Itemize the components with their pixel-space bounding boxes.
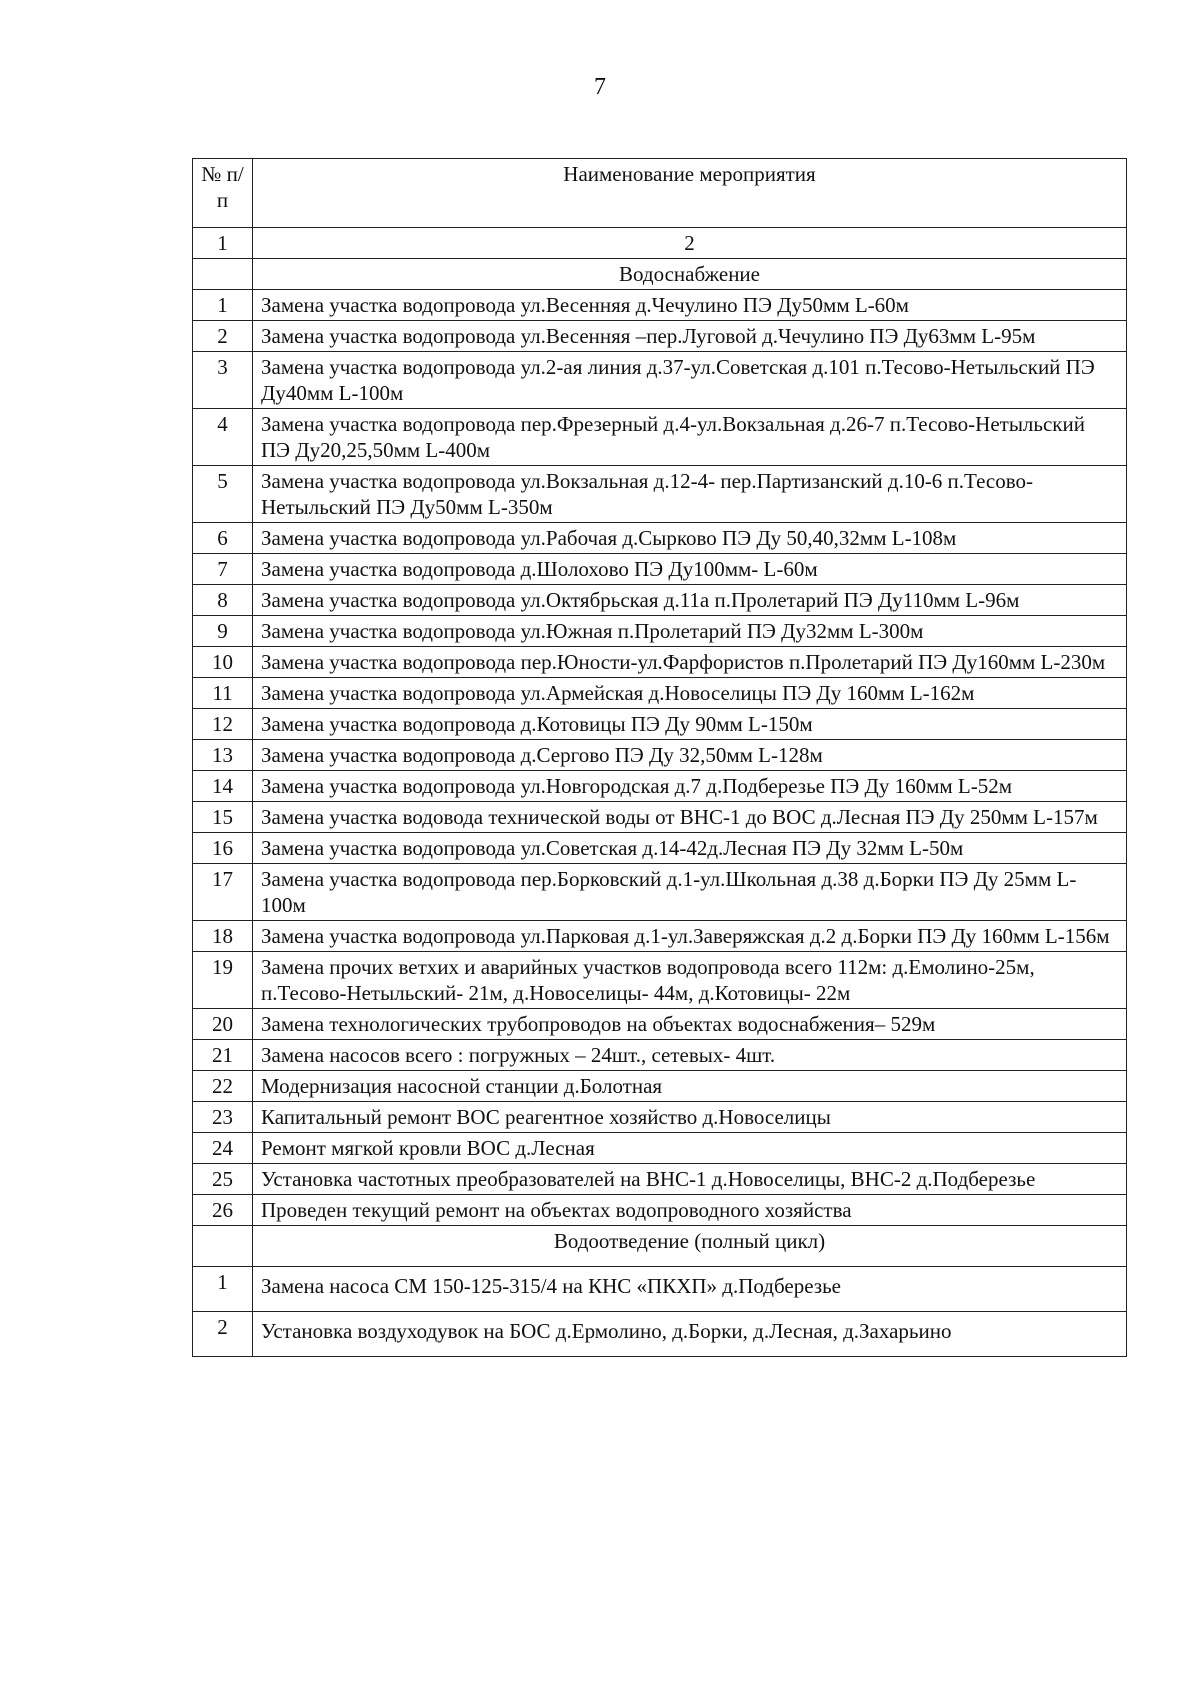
row-number: 24: [193, 1133, 253, 1164]
row-number: 5: [193, 466, 253, 523]
row-text: Замена участка водопровода ул.Армейская д.Новоселицы ПЭ Ду 160мм L-162м: [253, 678, 1127, 709]
row-text: Замена технологических трубопроводов на объектах водоснабжения– 529м: [253, 1009, 1127, 1040]
row-text: Замена участка водопровода ул.Новгородская д.7 д.Подберезье ПЭ Ду 160мм L-52м: [253, 771, 1127, 802]
page-number: 7: [594, 74, 606, 100]
table-row: [193, 1164, 1127, 1195]
table-row: [193, 1071, 1127, 1102]
row-text: Установка воздуходувок на БОС д.Ермолино, д.Борки, д.Лесная, д.Захарьино: [253, 1312, 1127, 1357]
measures-table-body: [193, 159, 1127, 1357]
table-row: [193, 616, 1127, 647]
row-text: Замена насосов всего : погружных – 24шт., сетевых- 4шт.: [253, 1040, 1127, 1071]
row-number: 12: [193, 709, 253, 740]
row-number: 20: [193, 1009, 253, 1040]
table-row: [193, 740, 1127, 771]
row-text: Замена участка водопровода ул.Советская д.14-42д.Лесная ПЭ Ду 32мм L-50м: [253, 833, 1127, 864]
row-number: 23: [193, 1102, 253, 1133]
row-number: 26: [193, 1195, 253, 1226]
index-num: 1: [193, 228, 253, 259]
row-number: 18: [193, 921, 253, 952]
table-row: [193, 1133, 1127, 1164]
table-row: [193, 585, 1127, 616]
row-number: 19: [193, 952, 253, 1009]
table-row: [193, 952, 1127, 1009]
row-text: Замена прочих ветхих и аварийных участков водопровода всего 112м: д.Емолино-25м, п.Тесово-Нетыльский- 21м, д.Новоселицы- 44м, д.Котовицы- 22м: [253, 952, 1127, 1009]
row-number: 9: [193, 616, 253, 647]
row-text: Замена участка водопровода ул.Весенняя –пер.Луговой д.Чечулино ПЭ Ду63мм L-95м: [253, 321, 1127, 352]
header-num: № п/п: [193, 159, 253, 228]
row-number: 1: [193, 290, 253, 321]
table-row: [193, 1102, 1127, 1133]
row-text: Замена участка водопровода ул.Весенняя д.Чечулино ПЭ Ду50мм L-60м: [253, 290, 1127, 321]
row-text: Замена участка водопровода ул.Парковая д.1-ул.Заверяжская д.2 д.Борки ПЭ Ду 160мм L-156м: [253, 921, 1127, 952]
section-num-cell: [193, 259, 253, 290]
row-text: Замена участка водопровода ул.Октябрьская д.11а п.Пролетарий ПЭ Ду110мм L-96м: [253, 585, 1127, 616]
header-name: Наименование мероприятия: [253, 159, 1127, 228]
table-row: [193, 678, 1127, 709]
section-row: [193, 259, 1127, 290]
table-row: [193, 921, 1127, 952]
table-row: [193, 833, 1127, 864]
row-number: 4: [193, 409, 253, 466]
table-row: [193, 554, 1127, 585]
section-title: Водоотведение (полный цикл): [253, 1226, 1127, 1267]
row-text: Капитальный ремонт ВОС реагентное хозяйство д.Новоселицы: [253, 1102, 1127, 1133]
row-text: Замена участка водопровода ул.Рабочая д.Сырково ПЭ Ду 50,40,32мм L-108м: [253, 523, 1127, 554]
table-row: [193, 802, 1127, 833]
table-row: [193, 647, 1127, 678]
row-text: Замена участка водопровода ул.2-ая линия д.37-ул.Советская д.101 п.Тесово-Нетыльский ПЭ Ду40мм L-100м: [253, 352, 1127, 409]
table-row: [193, 321, 1127, 352]
row-text: Замена участка водопровода д.Шолохово ПЭ Ду100мм- L-60м: [253, 554, 1127, 585]
row-number: 16: [193, 833, 253, 864]
row-number: 17: [193, 864, 253, 921]
row-number: 7: [193, 554, 253, 585]
row-number: 8: [193, 585, 253, 616]
row-text: Модернизация насосной станции д.Болотная: [253, 1071, 1127, 1102]
row-number: 13: [193, 740, 253, 771]
row-number: 10: [193, 647, 253, 678]
row-number: 11: [193, 678, 253, 709]
row-number: 22: [193, 1071, 253, 1102]
table-row: [193, 523, 1127, 554]
section-row: [193, 1226, 1127, 1267]
table-row: [193, 1009, 1127, 1040]
row-text: Замена участка водопровода пер.Юности-ул.Фарфористов п.Пролетарий ПЭ Ду160мм L-230м: [253, 647, 1127, 678]
table-row: [193, 709, 1127, 740]
row-text: Проведен текущий ремонт на объектах водопроводного хозяйства: [253, 1195, 1127, 1226]
table-row: [193, 1195, 1127, 1226]
row-text: Замена участка водопровода ул.Вокзальная д.12-4- пер.Партизанский д.10-6 п.Тесово-Нетыльский ПЭ Ду50мм L-350м: [253, 466, 1127, 523]
table-row: [193, 1040, 1127, 1071]
row-text: Замена участка водопровода пер.Борковский д.1-ул.Школьная д.38 д.Борки ПЭ Ду 25мм L-100м: [253, 864, 1127, 921]
row-text: Замена участка водопровода ул.Южная п.Пролетарий ПЭ Ду32мм L-300м: [253, 616, 1127, 647]
row-number: 2: [193, 321, 253, 352]
row-number: 1: [193, 1267, 253, 1312]
row-number: 2: [193, 1312, 253, 1357]
row-number: 15: [193, 802, 253, 833]
table-row: [193, 864, 1127, 921]
row-text: Замена участка водопровода д.Сергово ПЭ Ду 32,50мм L-128м: [253, 740, 1127, 771]
table-row: [193, 1267, 1127, 1312]
table-index-row: [193, 228, 1127, 259]
row-text: Замена участка водовода технической воды от ВНС-1 до ВОС д.Лесная ПЭ Ду 250мм L-157м: [253, 802, 1127, 833]
row-number: 21: [193, 1040, 253, 1071]
row-number: 3: [193, 352, 253, 409]
row-text: Установка частотных преобразователей на ВНС-1 д.Новоселицы, ВНС-2 д.Подберезье: [253, 1164, 1127, 1195]
table-row: [193, 466, 1127, 523]
table-header-row: [193, 159, 1127, 228]
table-row: [193, 409, 1127, 466]
table-row: [193, 771, 1127, 802]
row-number: 25: [193, 1164, 253, 1195]
table-row: [193, 1312, 1127, 1357]
row-text: Замена участка водопровода д.Котовицы ПЭ Ду 90мм L-150м: [253, 709, 1127, 740]
section-num-cell: [193, 1226, 253, 1267]
row-number: 6: [193, 523, 253, 554]
row-text: Замена насоса СМ 150-125-315/4 на КНС «ПКХП» д.Подберезье: [253, 1267, 1127, 1312]
table-row: [193, 352, 1127, 409]
row-text: Замена участка водопровода пер.Фрезерный д.4-ул.Вокзальная д.26-7 п.Тесово-Нетыльский ПЭ Ду20,25,50мм L-400м: [253, 409, 1127, 466]
section-title: Водоснабжение: [253, 259, 1127, 290]
measures-table: [192, 158, 1127, 1357]
row-text: Ремонт мягкой кровли ВОС д.Лесная: [253, 1133, 1127, 1164]
row-number: 14: [193, 771, 253, 802]
table-row: [193, 290, 1127, 321]
index-name: 2: [253, 228, 1127, 259]
